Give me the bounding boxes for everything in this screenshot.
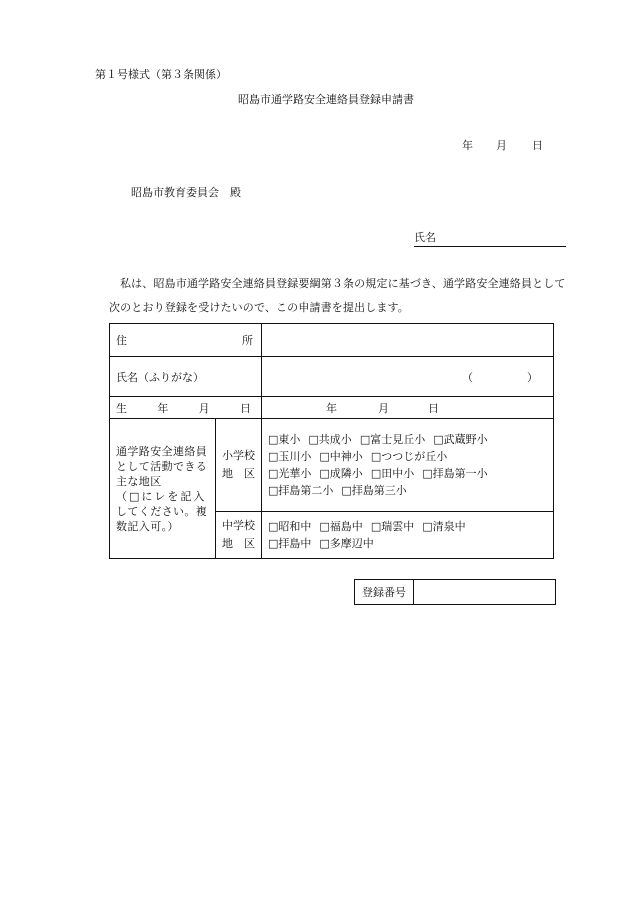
elementary-option[interactable]: □中神小: [319, 450, 363, 463]
name-furigana-label: 氏名（ふりがな）: [110, 357, 262, 397]
name-row: [110, 357, 554, 397]
elementary-row: [110, 419, 554, 512]
document-title: 昭島市通学路安全連絡員登録申請書: [238, 93, 414, 106]
elementary-option[interactable]: □共成小: [308, 433, 352, 446]
junior-high-district-label: [216, 512, 262, 559]
activity-area-line2: として活動できる: [116, 459, 208, 473]
elementary-label-line1: 小学校: [222, 449, 255, 462]
activity-area-line1: 通学路安全連絡員: [116, 444, 208, 458]
junior-high-options: [262, 512, 554, 559]
elementary-option[interactable]: □富士見丘小: [359, 433, 426, 446]
dob-row: [110, 397, 554, 419]
application-table: [109, 323, 554, 559]
application-statement: 私は、昭島市通学路安全連絡員登録要綱第３条の規定に基づき、通学路安全連絡員として次のとおり登録を受けたいので、この申請書を提出します。: [109, 277, 566, 314]
registration-number-field[interactable]: [414, 580, 556, 605]
dob-label-char4: 日: [239, 401, 251, 415]
dob-label-char1: 生: [116, 401, 127, 415]
address-label-char2: 所: [242, 334, 253, 347]
elementary-option[interactable]: □武蔵野小: [433, 433, 488, 446]
elementary-district-label: [216, 419, 262, 512]
address-label-char1: 住: [116, 334, 127, 347]
dob-label-cell: [110, 397, 262, 419]
dob-field[interactable]: [262, 397, 554, 419]
date-month-label: 月: [496, 139, 507, 152]
junior-high-option[interactable]: □瑞雲中: [370, 520, 415, 533]
elementary-option[interactable]: □成隣小: [319, 467, 363, 480]
junior-high-option[interactable]: □拝島中: [268, 537, 312, 550]
address-row: [110, 324, 554, 357]
address-label-cell: [110, 324, 262, 357]
elementary-option[interactable]: □田中小: [370, 467, 415, 480]
applicant-name-label: 氏名: [414, 231, 436, 244]
elementary-option[interactable]: □拝島第一小: [422, 467, 488, 480]
dob-label-char2: 年: [157, 401, 169, 415]
name-furigana-field[interactable]: [262, 357, 554, 397]
activity-area-line6: 数記入可。）: [116, 519, 179, 533]
activity-area-line3: 主な地区: [116, 474, 162, 488]
registration-number-table: [354, 579, 556, 605]
dob-year-label: 年: [326, 401, 337, 415]
registration-number-label: 登録番号: [355, 580, 414, 605]
junior-high-label-line1: 中学校: [222, 519, 255, 532]
furigana-open-paren: （: [462, 370, 473, 384]
elementary-options: [262, 419, 554, 512]
elementary-label-line2: 地 区: [222, 467, 255, 480]
applicant-name-field[interactable]: [414, 229, 566, 247]
junior-high-option[interactable]: □福島中: [319, 520, 363, 533]
form-number-label: 第１号様式（第３条関係）: [95, 68, 227, 81]
date-day-label: 日: [532, 139, 543, 152]
addressee: 昭島市教育委員会 殿: [131, 186, 241, 199]
dob-label-char3: 月: [198, 401, 210, 415]
junior-high-label-line2: 地 区: [222, 537, 255, 550]
elementary-option[interactable]: □東小: [268, 433, 301, 446]
furigana-close-paren: ）: [527, 370, 538, 384]
elementary-option[interactable]: □玉川小: [268, 450, 312, 463]
activity-area-label: [110, 419, 216, 559]
junior-high-option[interactable]: □昭和中: [268, 520, 312, 533]
dob-day-label: 日: [428, 401, 439, 415]
activity-area-line4: （□にレを記入: [116, 489, 207, 503]
date-year-label: 年: [462, 139, 473, 152]
elementary-option[interactable]: □つつじが丘小: [370, 450, 448, 463]
elementary-option[interactable]: □光華小: [268, 467, 312, 480]
elementary-option[interactable]: □拝島第二小: [268, 484, 334, 497]
address-field[interactable]: [262, 324, 554, 357]
junior-high-option[interactable]: □多摩辺中: [319, 537, 374, 550]
elementary-option[interactable]: □拝島第三小: [341, 484, 407, 497]
junior-high-option[interactable]: □清泉中: [422, 520, 466, 533]
activity-area-line5: してください。複: [116, 504, 208, 518]
dob-month-label: 月: [378, 401, 389, 415]
